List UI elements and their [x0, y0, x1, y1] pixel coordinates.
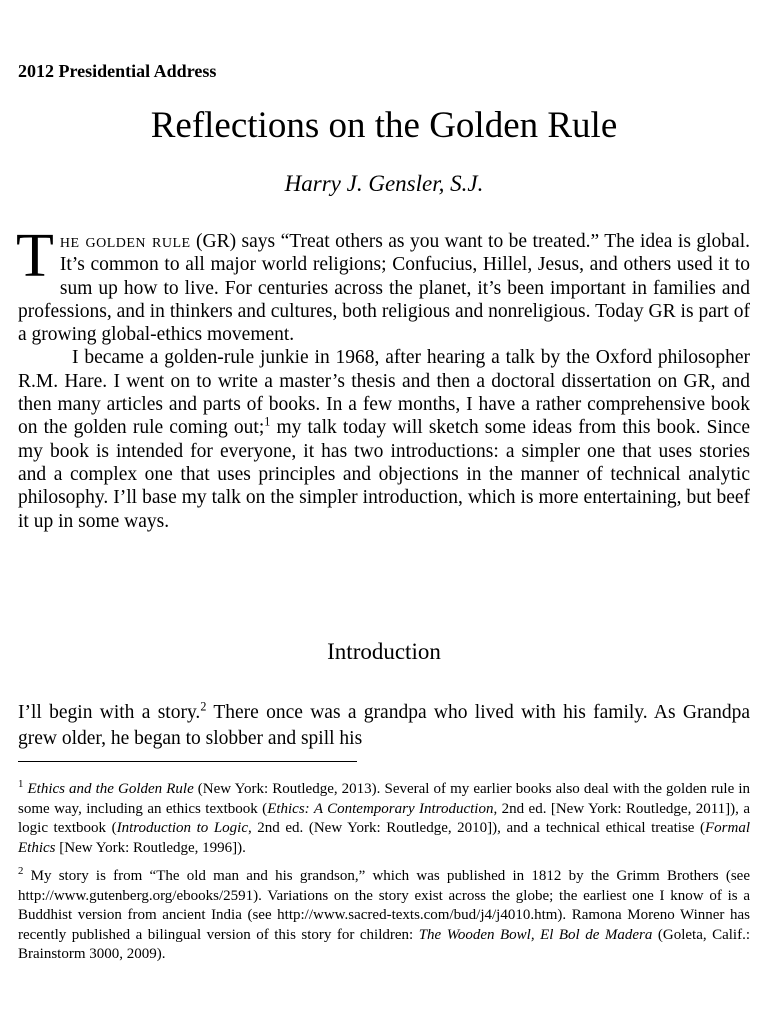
footnote-1-text-3: , 2nd ed. (New York: Routledge, 2010]), and a technical ethical treatise ( [248, 820, 705, 836]
footnote-2-text-2: (Goleta, Calif.: Brainstorm 3000, 2009). [18, 926, 751, 962]
footnote-number: 2 [18, 865, 24, 877]
intro-text [18, 700, 750, 752]
section-heading: Introduction [327, 639, 441, 664]
footnote-divider [18, 761, 357, 762]
footnote-1-title-3: Introduction to Logic [116, 820, 248, 836]
footnote-1-text-4: [New York: Routledge, 1996]). [55, 839, 246, 856]
footnote-ref-1[interactable]: 1 [264, 414, 271, 429]
footnote-1-text: (New York: Routledge, 2013). Several of my earlier books also deal with the golden rule in some way, including an ethics textbook ( [18, 781, 750, 817]
body-text [16, 222, 750, 533]
footnote-ref-2[interactable]: 2 [200, 699, 207, 714]
paragraph-2-text-b: my talk today will sketch some ideas from this book. Since my book is intended for everyone, it has two introductions: a simpler one that uses stories and a complex one that uses principles and objections in the manner of technical analytic philosophy. I’ll base my talk on the simpler introduction, which is more entertaining, but beef it up in some ways. [18, 417, 750, 532]
page-title: Reflections on the Golden Rule [150, 105, 618, 146]
paragraph-2-text-a: I became a golden-rule junkie in 1968, after hearing a talk by the Oxford philosopher R.M. Hare. I went on to write a master’s thesis and then a doctoral dissertation on GR, and then many articles and parts of books. In a few months, I have a rather comprehensive book on the golden rule coming out; [18, 347, 750, 439]
drop-cap: T [16, 222, 54, 290]
footnote-1-title: Ethics and the Golden Rule [27, 781, 194, 797]
paragraph-1-text: (GR) says “Treat others as you want to be treated.” The idea is global. It’s common to all major world religions; Confucius, Hillel, Jesus, and others used it to sum up how to live. For centuries across the planet, it’s been important in families and professions, and in thinkers and cultures, both religious and nonreligious. Today GR is part of a growing global-ethics movement. [18, 231, 750, 346]
paragraph-2 [18, 346, 750, 532]
footnotes [18, 780, 750, 974]
section-kicker: 2012 Presidential Address [18, 61, 217, 81]
footnote-1-title-4: Formal Ethics [18, 820, 750, 856]
intro-paragraph [18, 700, 750, 752]
intro-text-b: There once was a grandpa who lived with his family. As Grandpa grew older, he began to slobber and spill his [18, 702, 750, 749]
footnote-1 [18, 780, 750, 858]
footnote-2-title: The Wooden Bowl, El Bol de Madera [418, 926, 653, 943]
author-name: Harry J. Gensler, S.J. [284, 171, 484, 196]
footnote-2-text: My story is from “The old man and his grandson,” which was published in 1812 by the Grimm Brothers (see http://www.gutenberg.org/ebooks/2591). Variations on the story exist across the globe; the earliest one I know of is a Buddhist version from ancient India (see http://www.sacred-texts.com/bud/j4/j4010.htm). Ramona Moreno Winner has recently published a bilingual version of this story for children: [18, 868, 750, 943]
footnote-2 [18, 867, 750, 965]
footnote-1-title-2: Ethics: A Contemporary Introduction [267, 800, 494, 817]
intro-text-a: I’ll begin with a story. [18, 702, 201, 723]
footnote-1-text-2: , 2nd ed. [New York: Routledge, 2011]), a logic textbook ( [18, 800, 750, 836]
footnote-number: 1 [18, 778, 24, 790]
smallcaps-lead: he golden rule [59, 231, 191, 252]
paragraph-1 [16, 222, 750, 346]
